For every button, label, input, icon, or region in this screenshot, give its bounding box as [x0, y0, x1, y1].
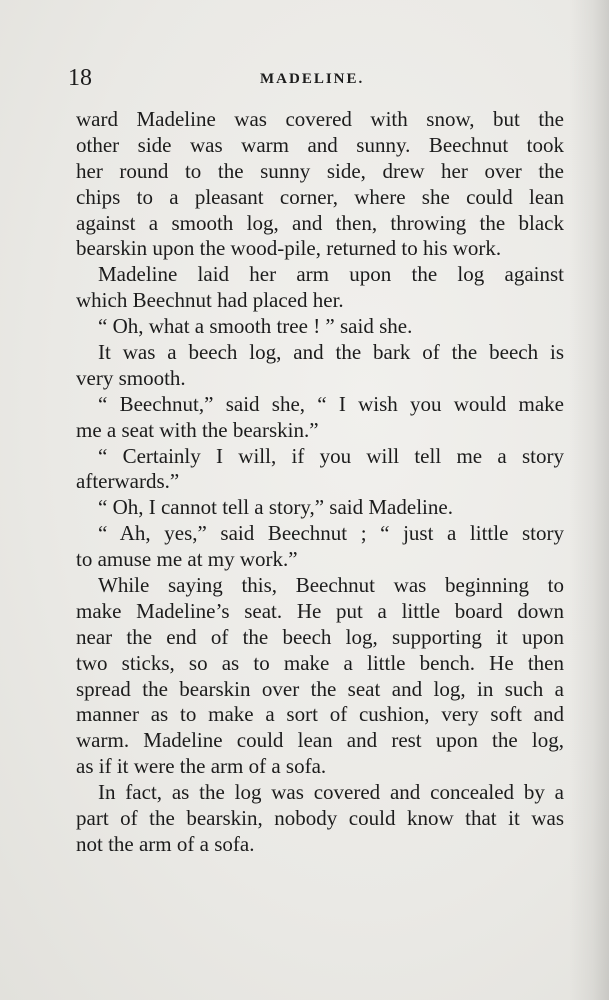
text-line: other side was warm and sunny. Beechnut took [76, 132, 564, 157]
text-line: bearskin upon the wood-pile, returned to his work. [76, 236, 502, 261]
text-line: very smooth. [76, 365, 186, 390]
text-line: her round to the sunny side, drew her over the [76, 158, 564, 183]
text-line: which Beechnut had placed her. [76, 288, 344, 313]
page-number: 18 [68, 65, 92, 91]
text-line: While saying this, Beechnut was beginning to [98, 573, 564, 598]
text-line: near the end of the beech log, supporting it upon [76, 624, 564, 649]
text-line: “ Oh, what a smooth tree ! ” said she. [98, 314, 413, 339]
page-edge-shadow [569, 0, 609, 1000]
text-line: In fact, as the log was covered and concealed by a [98, 780, 564, 805]
text-line: afterwards.” [76, 469, 180, 494]
text-line: Madeline laid her arm upon the log against [98, 262, 564, 287]
text-line: to amuse me at my work.” [76, 547, 298, 572]
text-line: warm. Madeline could lean and rest upon the log, [76, 728, 564, 753]
text-line: me a seat with the bearskin.” [76, 417, 319, 442]
text-line: make Madeline’s seat. He put a little board down [76, 598, 564, 623]
page-header [68, 64, 564, 92]
text-line: spread the bearskin over the seat and log, in such a [76, 676, 564, 701]
text-line: not the arm of a sofa. [76, 831, 255, 856]
running-title: MADELINE. [260, 71, 365, 87]
text-line: “ Beechnut,” said she, “ I wish you would make [98, 391, 564, 416]
text-line: chips to a pleasant corner, where she could lean [76, 184, 564, 209]
text-line: ward Madeline was covered with snow, but the [76, 107, 564, 131]
text-line: “ Oh, I cannot tell a story,” said Madeline. [98, 495, 453, 520]
text-line: against a smooth log, and then, throwing the black [76, 210, 564, 235]
text-line: “ Certainly I will, if you will tell me a story [98, 443, 564, 468]
body-text [76, 107, 564, 858]
text-line: as if it were the arm of a sofa. [76, 754, 327, 779]
text-line: manner as to make a sort of cushion, very soft and [76, 702, 564, 727]
text-line: two sticks, so as to make a little bench. He then [76, 650, 564, 675]
text-line: part of the bearskin, nobody could know that it was [76, 806, 564, 831]
text-line: “ Ah, yes,” said Beechnut ; “ just a little story [98, 521, 564, 546]
text-line: It was a beech log, and the bark of the beech is [98, 340, 564, 365]
